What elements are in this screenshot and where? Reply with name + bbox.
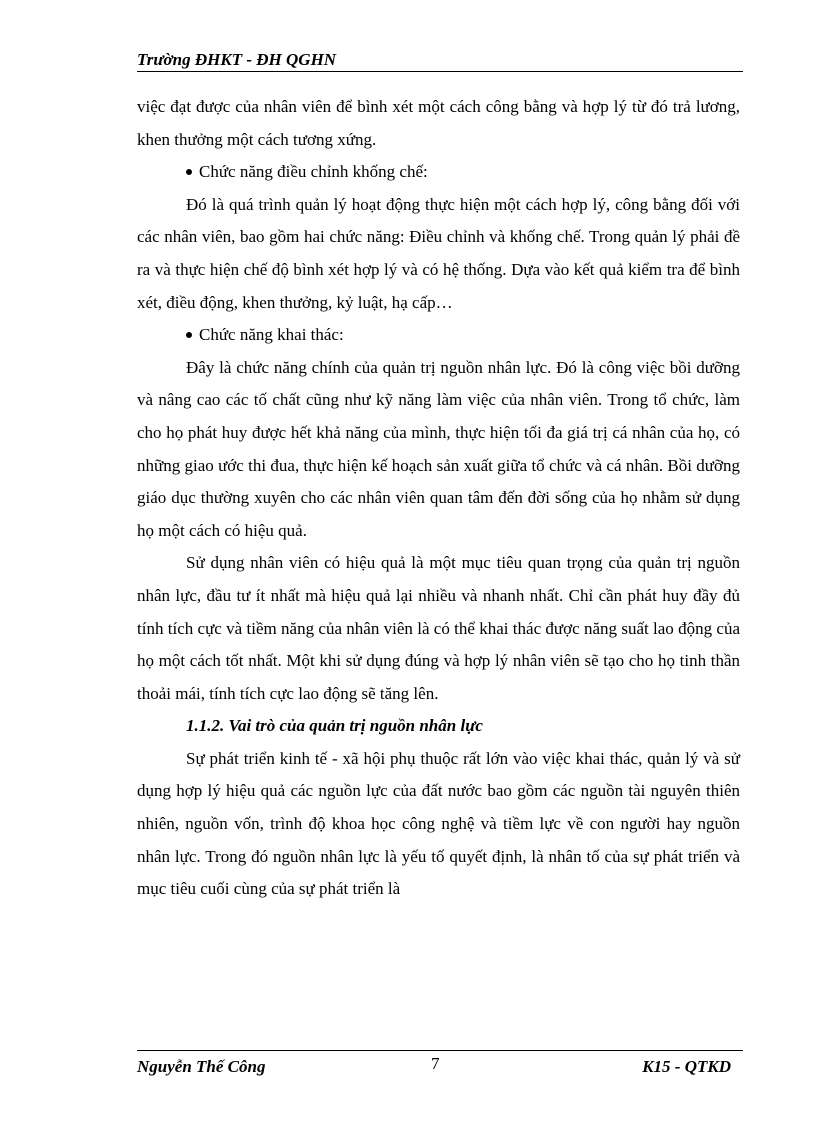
- bullet-icon: [186, 332, 192, 338]
- bullet-item-2: [137, 319, 740, 352]
- header-title: Trường ĐHKT - ĐH QGHN: [137, 50, 337, 69]
- bullet-item-1-text: Chức năng điều chỉnh khống chế:: [199, 162, 428, 182]
- page-number: 7: [431, 1054, 440, 1073]
- footer-author: Nguyễn Thế Công: [137, 1057, 266, 1076]
- paragraph-2: Đó là quá trình quản lý hoạt động thực hiện một cách hợp lý, công bằng đối với các nhân viên, bao gồm hai chức năng: Điều chỉnh và khống chế. Trong quản lý phải đề ra và thực hiện chế độ bình xét hợp lý và có hệ thống. Dựa vào kết quả kiểm tra để bình xét, điều động, khen thưởng, kỷ luật, hạ cấp…: [137, 194, 740, 312]
- bullet-item-2-text: Chức năng khai thác:: [199, 325, 344, 345]
- document-body: [137, 91, 740, 906]
- bullet-item-1: [137, 156, 740, 189]
- header-divider: [137, 71, 743, 72]
- paragraph-3: Đây là chức năng chính của quản trị nguồn nhân lực. Đó là công việc bồi dưỡng và nâng cao các tố chất cũng như kỹ năng làm việc của nhân viên. Trong tổ chức, làm cho họ phát huy được hết khả năng của mình, thực hiện tối đa giá trị cá nhân của họ, có những giao ước thi đua, thực hiện kế hoạch sản xuất giữa tổ chức và cá nhân. Bồi dưỡng giáo dục thường xuyên cho các nhân viên quan tâm đến đời sống của họ nhằm sử dụng họ một cách có hiệu quả.: [137, 357, 740, 540]
- bullet-icon: [186, 169, 192, 175]
- paragraph-4: Sử dụng nhân viên có hiệu quả là một mục tiêu quan trọng của quản trị nguồn nhân lực, đầu tư ít nhất mà hiệu quả lại nhiều và nhanh nhất. Chỉ cần phát huy đầy đủ tính tích cực và tiềm năng của nhân viên là có thể khai thác được năng suất lao động của họ một cách tốt nhất. Một khi sử dụng đúng và hợp lý nhân viên sẽ tạo cho họ tinh thần thoải mái, tính tích cực lao động sẽ tăng lên.: [137, 553, 740, 703]
- page-header: [137, 50, 743, 72]
- paragraph-1: việc đạt được của nhân viên để bình xét một cách công bằng và hợp lý từ đó trả lương, khen thưởng một cách tương xứng.: [137, 97, 740, 149]
- footer-divider: [137, 1050, 743, 1051]
- section-heading: 1.1.2. Vai trò của quản trị nguồn nhân lực: [186, 716, 483, 736]
- footer-class-code: K15 - QTKD: [642, 1057, 731, 1076]
- paragraph-5: Sự phát triển kinh tế - xã hội phụ thuộc rất lớn vào việc khai thác, quản lý và sử dụng hợp lý hiệu quả các nguồn lực của đất nước bao gồm các nguồn tài nguyên thiên nhiên, nguồn vốn, trình độ khoa học công nghệ và tiềm lực về con người hay nguồn nhân lực. Trong đó nguồn nhân lực là yếu tố quyết định, là nhân tố của sự phát triển và mục tiêu cuối cùng của sự phát triển là: [137, 748, 740, 899]
